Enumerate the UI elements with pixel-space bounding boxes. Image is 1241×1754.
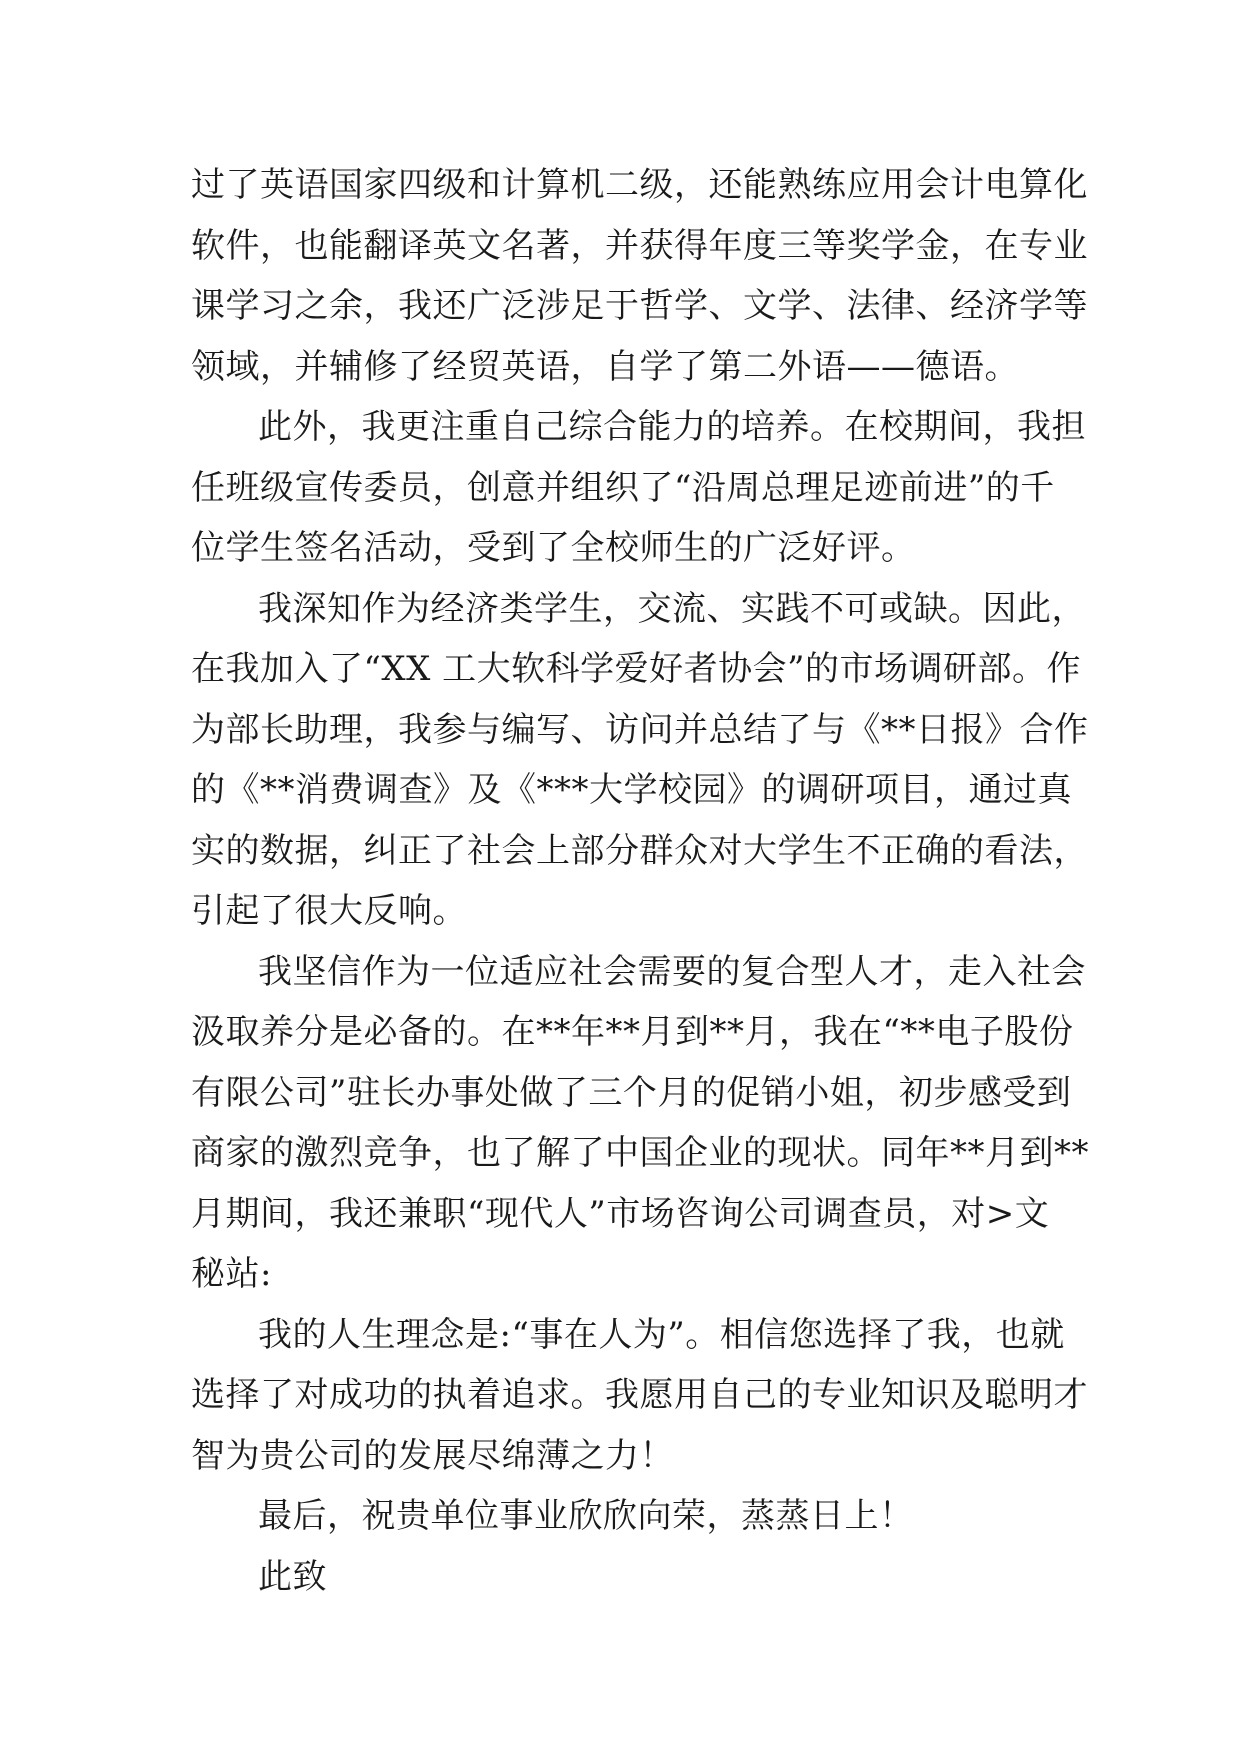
paragraph-start-line: 我深知作为经济类学生，交流、实践不可或缺。因此，: [258, 588, 1086, 629]
text-line: 引起了很大反响。: [191, 891, 467, 931]
paragraph-start-line: 我的人生理念是:“事在人为”。相信您选择了我，也就: [258, 1314, 1065, 1355]
text-line: 月期间，我还兼职“现代人”市场咨询公司调查员，对>文: [191, 1193, 1050, 1234]
text-line: 智为贵公司的发展尽绵薄之力！: [191, 1435, 674, 1476]
paragraph-start-line: 此外，我更注重自己综合能力的培养。在校期间，我担: [258, 407, 1086, 447]
text-line: 课学习之余，我还广泛涉足于哲学、文学、法律、经济学等: [191, 286, 1088, 326]
closing-wish-line: 最后，祝贵单位事业欣欣向荣，蒸蒸日上！: [258, 1496, 914, 1536]
text-line: 位学生签名活动，受到了全校师生的广泛好评。: [191, 528, 916, 568]
paragraph-start-line: 我坚信作为一位适应社会需要的复合型人才，走入社会: [258, 951, 1086, 992]
text-line: 选择了对成功的执着追求。我愿用自己的专业知识及聪明才: [191, 1375, 1088, 1415]
text-line: 在我加入了“XX 工大软科学爱好者协会”的市场调研部。作: [191, 649, 1081, 689]
text-line: 有限公司”驻长办事处做了三个月的促销小姐，初步感受到: [191, 1072, 1072, 1113]
salutation-line: 此致: [258, 1556, 327, 1597]
text-line: 汲取养分是必备的。在**年**月到**月，我在“**电子股份: [191, 1012, 1074, 1052]
text-line: 软件，也能翻译英文名著，并获得年度三等奖学金，在专业: [191, 225, 1088, 266]
text-line: 领域，并辅修了经贸英语，自学了第二外语——德语。: [191, 346, 1019, 387]
text-line: 的《**消费调查》及《***大学校园》的调研项目，通过真: [191, 770, 1072, 810]
text-line: 过了英语国家四级和计算机二级，还能熟练应用会计电算化: [191, 165, 1088, 205]
text-line: 为部长助理，我参与编写、访问并总结了与《**日报》合作: [191, 709, 1089, 750]
text-line: 任班级宣传委员，创意并组织了“沿周总理足迹前进”的千: [191, 467, 1055, 508]
document-body: [191, 155, 1089, 1607]
text-line: 实的数据，纠正了社会上部分群众对大学生不正确的看法，: [191, 830, 1088, 871]
text-line: 商家的激烈竞争，也了解了中国企业的现状。同年**月到**: [191, 1133, 1089, 1173]
text-line: 秘站:: [191, 1254, 272, 1294]
